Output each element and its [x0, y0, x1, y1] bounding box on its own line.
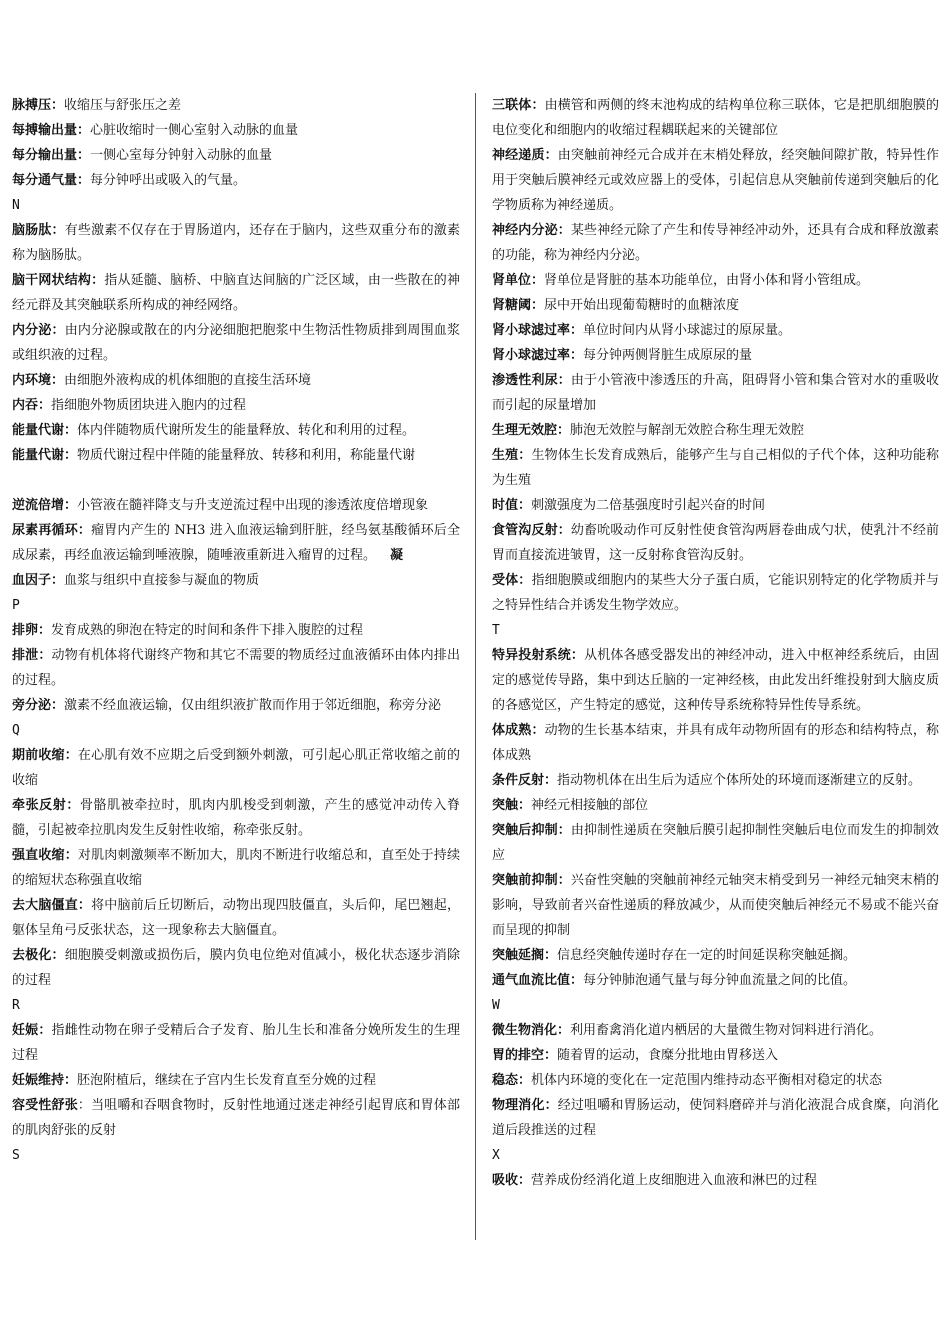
entry-term: 稳态： — [492, 1073, 532, 1088]
glossary-entry — [492, 1093, 939, 1143]
entry-term: 渗透性利尿： — [492, 373, 571, 388]
entry-definition: 小管液在髓袢降支与升支逆流过程中出现的渗透浓度倍增现象 — [77, 498, 429, 513]
entry-definition: 由内分泌腺或散在的内分泌细胞把胞浆中生物活性物质排到周围血浆或组织液的过程。 — [12, 323, 460, 363]
entry-definition: 发育成熟的卵泡在特定的时间和条件下排入腹腔的过程 — [51, 623, 364, 638]
glossary-entry — [12, 618, 460, 643]
entry-term: 生理无效腔： — [492, 423, 571, 438]
section-letter: X — [492, 1148, 500, 1163]
entry-term: 期前收缩： — [12, 748, 78, 763]
glossary-entry — [492, 568, 939, 618]
section-letter: Q — [12, 723, 20, 738]
section-letter: R — [12, 998, 20, 1013]
entry-definition: 肺泡无效腔与解剖无效腔合称生理无效腔 — [570, 423, 805, 438]
glossary-entry — [12, 93, 460, 118]
glossary-entry — [12, 218, 460, 268]
entry-term: 脑肠肽： — [12, 223, 65, 238]
entry-term: 突触前抑制： — [492, 873, 571, 888]
entry-term: 容受性舒张 — [12, 1098, 78, 1113]
glossary-entry — [12, 443, 460, 468]
left-column — [12, 93, 460, 1168]
entry-term: 突触后抑制： — [492, 823, 571, 838]
entry-definition: 对肌肉刺激频率不断加大，肌肉不断进行收缩总和，直至处于持续的缩短状态称强直收缩 — [12, 848, 460, 888]
entry-definition: 指细胞外物质团块进入胞内的过程 — [51, 398, 247, 413]
entry-definition: 信息经突触传递时存在一定的时间延误称突触延搁。 — [557, 948, 857, 963]
entry-definition: 将中脑前后丘切断后，动物出现四肢僵直，头后仰，尾巴翘起，躯体呈角弓反张状态，这一现象称去大脑僵直。 — [12, 898, 460, 938]
entry-definition: 兴奋性突触的突触前神经元轴突末梢受到另一神经元轴突末梢的影响，导致前者兴奋性递质的释放减少，从而使突触后神经元不易或不能兴奋而呈现的抑制 — [492, 873, 939, 938]
glossary-entry — [492, 143, 939, 218]
entry-definition: 幼畜吮吸动作可反射性使食管沟两唇卷曲成勺状，使乳汁不经前胃而直接流进皱胃，这一反射称食管沟反射。 — [492, 523, 939, 563]
glossary-entry — [12, 118, 460, 143]
entry-definition: 尿中开始出现葡萄糖时的血糖浓度 — [544, 298, 740, 313]
entry-term: 牵张反射： — [12, 798, 80, 813]
entry-definition: 刺激强度为二倍基强度时引起兴奋的时间 — [531, 498, 766, 513]
entry-term: 脉搏压： — [12, 98, 65, 113]
glossary-entry — [12, 168, 460, 193]
glossary-entry — [12, 268, 460, 318]
entry-term: 突触延搁： — [492, 948, 558, 963]
entry-term: 排泄： — [12, 648, 52, 663]
entry-definition: 某些神经元除了产生和传导神经冲动外，还具有合成和释放激素的功能，称为神经内分泌。 — [492, 223, 939, 263]
entry-term: 吸收： — [492, 1173, 532, 1188]
entry-definition: 一侧心室每分钟射入动脉的血量 — [90, 148, 273, 163]
entry-term: 强直收缩： — [12, 848, 78, 863]
entry-term: 三联体： — [492, 98, 545, 113]
entry-term: 受体： — [492, 573, 532, 588]
entry-definition: 机体内环境的变化在一定范围内维持动态平衡相对稳定的状态 — [531, 1073, 883, 1088]
entry-definition: 动物的生长基本结束，并具有成年动物所固有的形态和结构特点，称体成熟 — [492, 723, 939, 763]
glossary-entry — [492, 518, 939, 568]
glossary-entry — [12, 693, 460, 718]
glossary-entry — [492, 968, 939, 993]
entry-definition: 每分钟呼出或吸入的气量。 — [90, 173, 247, 188]
entry-term: 内环境： — [12, 373, 65, 388]
glossary-entry — [12, 368, 460, 393]
glossary-entry — [12, 493, 460, 518]
entry-term: 通气血流比值： — [492, 973, 584, 988]
entry-term: 微生物消化： — [492, 1023, 571, 1038]
entry-term: 肾单位： — [492, 273, 545, 288]
entry-term: 条件反射： — [492, 773, 558, 788]
glossary-entry — [12, 793, 460, 843]
right-column — [492, 93, 939, 1193]
section-letter: N — [12, 198, 20, 213]
glossary-entry — [492, 793, 939, 818]
entry-term: 生殖： — [492, 448, 532, 463]
glossary-entry — [12, 518, 460, 568]
entry-definition: 有些激素不仅存在于胃肠道内，还存在于脑内，这些双重分布的激素称为脑肠肽。 — [12, 223, 460, 263]
entry-definition: 在心肌有效不应期之后受到额外刺激，可引起心肌正常收缩之前的收缩 — [12, 748, 460, 788]
glossary-entry — [492, 868, 939, 943]
glossary-entry — [492, 268, 939, 293]
column-divider — [475, 93, 476, 1240]
glossary-entry — [492, 443, 939, 493]
glossary-entry — [492, 493, 939, 518]
glossary-entry — [12, 1068, 460, 1093]
entry-definition: 生物体生长发育成熟后，能够产生与自己相似的子代个体，这种功能称为生殖 — [492, 448, 939, 488]
entry-term: 时值： — [492, 498, 532, 513]
glossary-entry — [492, 768, 939, 793]
entry-term: 肾小球滤过率： — [492, 323, 584, 338]
entry-definition: 动物有机体将代谢终产物和其它不需要的物质经过血液循环由体内排出的过程。 — [12, 648, 460, 688]
entry-definition: 瘤胃内产生的 NH3 进入血液运输到肝脏，经鸟氨基酸循环后全成尿素，再经血液运输到唾液腺，随唾液重新进入瘤胃的过程。 — [12, 523, 460, 563]
entry-term: 排卵： — [12, 623, 52, 638]
entry-definition: 单位时间内从肾小球滤过的原尿量。 — [583, 323, 792, 338]
entry-definition: 由于小管液中渗透压的升高，阻碍肾小管和集合管对水的重吸收而引起的尿量增加 — [492, 373, 939, 413]
entry-definition: 由横管和两侧的终末池构成的结构单位称三联体，它是把肌细胞膜的电位变化和细胞内的收缩过程耦联起来的关键部位 — [492, 98, 939, 138]
entry-definition: 物质代谢过程中伴随的能量释放、转移和利用，称能量代谢 — [77, 448, 416, 463]
entry-definition: ：当咀嚼和吞咽食物时，反射性地通过迷走神经引起胃底和胃体部的肌肉舒张的反射 — [12, 1098, 460, 1138]
entry-term: 肾糖阈： — [492, 298, 545, 313]
entry-term: 尿素再循环： — [12, 523, 92, 538]
entry-term: 神经递质： — [492, 148, 558, 163]
entry-definition: 由细胞外液构成的机体细胞的直接生活环境 — [64, 373, 312, 388]
section-letter: T — [492, 623, 500, 638]
entry-tail-term: 凝 — [390, 548, 404, 563]
entry-definition: 神经元相接触的部位 — [531, 798, 649, 813]
section-letter: P — [12, 598, 20, 613]
glossary-entry — [12, 418, 460, 443]
entry-term: 脑干网状结构： — [12, 273, 105, 288]
section-letter: S — [12, 1148, 20, 1163]
entry-term: 能量代谢： — [12, 448, 78, 463]
entry-definition: 胚泡附植后，继续在子宫内生长发育直至分娩的过程 — [77, 1073, 377, 1088]
entry-term: 旁分泌： — [12, 698, 65, 713]
entry-definition: 指动物机体在出生后为适应个体所处的环境而逐渐建立的反射。 — [557, 773, 922, 788]
glossary-entry — [12, 843, 460, 893]
entry-definition: 骨骼肌被牵拉时，肌肉内肌梭受到刺激，产生的感觉冲动传入脊髓，引起被牵拉肌肉发生反射性收缩，称牵张反射。 — [12, 798, 460, 838]
glossary-entry — [492, 293, 939, 318]
glossary-entry — [12, 143, 460, 168]
entry-definition: 指雌性动物在卵子受精后合子发育、胎儿生长和准备分娩所发生的生理过程 — [12, 1023, 460, 1063]
glossary-entry — [492, 718, 939, 768]
entry-definition: 由抑制性递质在突触后膜引起抑制性突触后电位而发生的抑制效应 — [492, 823, 939, 863]
glossary-entry — [12, 1093, 460, 1143]
glossary-entry — [12, 568, 460, 593]
entry-definition: 从机体各感受器发出的神经冲动，进入中枢神经系统后，由固定的感觉传导路，集中到达丘脑的一定神经核，由此发出纤维投射到大脑皮质的各感觉区，产生特定的感觉，这种传导系统称特异性传导系统。 — [492, 648, 939, 713]
entry-term: 去大脑僵直： — [12, 898, 92, 913]
entry-term: 逆流倍增： — [12, 498, 78, 513]
entry-definition: 体内伴随物质代谢所发生的能量释放、转化和利用的过程。 — [77, 423, 416, 438]
entry-term: 体成熟： — [492, 723, 545, 738]
entry-term: 物理消化： — [492, 1098, 558, 1113]
blank-line — [12, 468, 460, 493]
glossary-entry — [492, 368, 939, 418]
entry-definition: 每分钟两侧肾脏生成原尿的量 — [583, 348, 753, 363]
glossary-entry — [12, 643, 460, 693]
entry-definition: 利用畜禽消化道内栖居的大量微生物对饲料进行消化。 — [570, 1023, 883, 1038]
entry-definition: 肾单位是肾脏的基本功能单位，由肾小体和肾小管组成。 — [544, 273, 870, 288]
entry-term: 能量代谢： — [12, 423, 78, 438]
entry-term: 特异投射系统： — [492, 648, 585, 663]
entry-definition: 由突触前神经元合成并在末梢处释放，经突触间隙扩散，特异性作用于突触后膜神经元或效应器上的受体，引起信息从突触前传递到突触后的化学物质称为神经递质。 — [492, 148, 939, 213]
entry-term: 妊娠维持： — [12, 1073, 78, 1088]
glossary-entry — [492, 943, 939, 968]
entry-definition: 每分钟肺泡通气量与每分钟血流量之间的比值。 — [583, 973, 857, 988]
entry-definition: 细胞膜受刺激或损伤后，膜内负电位绝对值减小，极化状态逐步消除的过程 — [12, 948, 460, 988]
glossary-entry — [12, 743, 460, 793]
entry-term: 神经内分泌： — [492, 223, 571, 238]
glossary-entry — [12, 893, 460, 943]
entry-term: 内吞： — [12, 398, 52, 413]
glossary-entry — [492, 818, 939, 868]
glossary-entry — [12, 943, 460, 993]
glossary-entry — [492, 418, 939, 443]
glossary-entry — [492, 643, 939, 718]
section-letter: W — [492, 998, 500, 1013]
entry-definition: 收缩压与舒张压之差 — [64, 98, 182, 113]
glossary-entry — [492, 1018, 939, 1043]
entry-definition: 指细胞膜或细胞内的某些大分子蛋白质，它能识别特定的化学物质并与之特异性结合并诱发生物学效应。 — [492, 573, 939, 613]
glossary-entry — [12, 393, 460, 418]
entry-term: 每分通气量： — [12, 173, 91, 188]
entry-definition: 血浆与组织中直接参与凝血的物质 — [64, 573, 260, 588]
glossary-entry — [492, 318, 939, 343]
entry-term: 突触： — [492, 798, 532, 813]
entry-term: 妊娠： — [12, 1023, 52, 1038]
glossary-entry — [12, 1018, 460, 1068]
glossary-entry — [492, 93, 939, 143]
entry-term: 每分输出量： — [12, 148, 91, 163]
entry-definition: 激素不经血液运输，仅由组织液扩散而作用于邻近细胞，称旁分泌 — [64, 698, 442, 713]
glossary-entry — [492, 1043, 939, 1068]
glossary-entry — [12, 318, 460, 368]
glossary-entry — [492, 343, 939, 368]
entry-definition: 经过咀嚼和胃肠运动，使饲料磨碎并与消化液混合成食糜，向消化道后段推送的过程 — [492, 1098, 939, 1138]
entry-term: 每搏输出量： — [12, 123, 91, 138]
entry-term: 内分泌： — [12, 323, 65, 338]
entry-term: 食管沟反射： — [492, 523, 571, 538]
entry-term: 胃的排空： — [492, 1048, 558, 1063]
entry-term: 去极化： — [12, 948, 65, 963]
entry-definition: 随着胃的运动，食糜分批地由胃移送入 — [557, 1048, 779, 1063]
glossary-entry — [492, 1068, 939, 1093]
entry-definition: 营养成份经消化道上皮细胞进入血液和淋巴的过程 — [531, 1173, 818, 1188]
entry-term: 血因子： — [12, 573, 65, 588]
glossary-entry — [492, 1168, 939, 1193]
glossary-entry — [492, 218, 939, 268]
entry-definition: 心脏收缩时一侧心室射入动脉的血量 — [90, 123, 299, 138]
entry-definition: 指从延髓、脑桥、中脑直达间脑的广泛区域，由一些散在的神经元群及其突触联系所构成的神经网络。 — [12, 273, 460, 313]
entry-term: 肾小球滤过率： — [492, 348, 584, 363]
